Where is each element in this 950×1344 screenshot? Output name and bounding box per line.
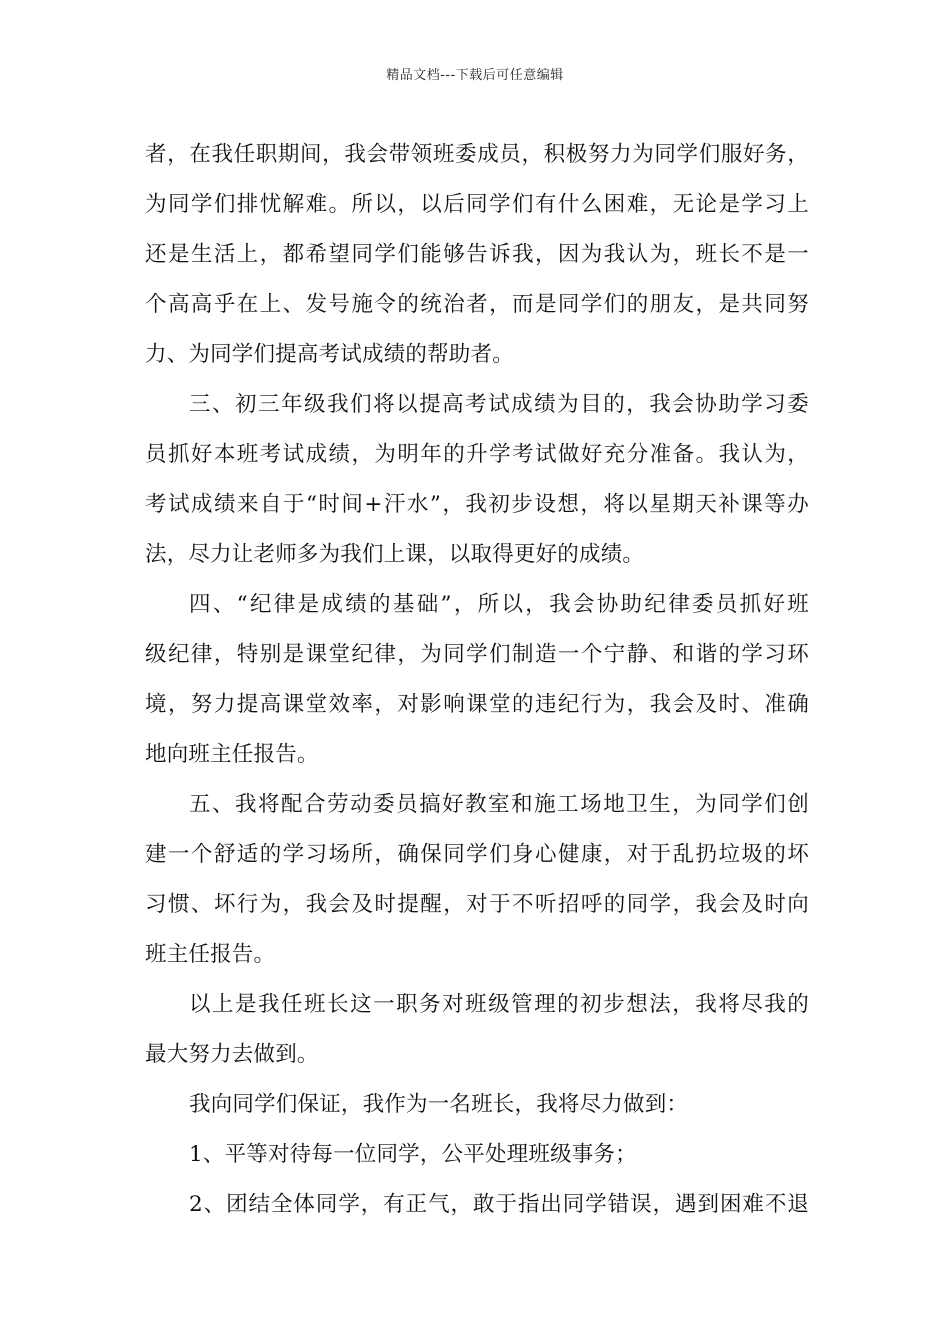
text-line: 力、为同学们提高考试成绩的帮助者。 (145, 342, 514, 367)
text-line: 班主任报告。 (145, 942, 276, 967)
text-line: 境，努力提高课堂效率，对影响课堂的违纪行为，我会及时、准确 (145, 692, 809, 717)
text-line: 三、初三年级我们将以提高考试成绩为目的，我会协助学习委 (189, 392, 809, 417)
text-line: 级纪律，特别是课堂纪律，为同学们制造一个宁静、和谐的学习环 (145, 642, 809, 667)
text-line: 1、平等对待每一位同学，公平处理班级事务； (189, 1142, 637, 1167)
text-line: 最大努力去做到。 (145, 1042, 319, 1067)
text-line: 建一个舒适的学习场所，确保同学们身心健康，对于乱扔垃圾的坏 (145, 842, 809, 867)
document-body (145, 130, 809, 1230)
text-line: 五、我将配合劳动委员搞好教室和施工场地卫生，为同学们创 (189, 792, 809, 817)
text-line: 为同学们排忧解难。所以，以后同学们有什么困难，无论是学习上 (145, 192, 809, 217)
page-header: 精品文档---下载后可任意编辑 (386, 68, 564, 83)
text-line: 地向班主任报告。 (145, 742, 319, 767)
text-line: 以上是我任班长这一职务对班级管理的初步想法，我将尽我的 (189, 992, 809, 1017)
text-line: 者，在我任职期间，我会带领班委成员，积极努力为同学们服好务， (145, 142, 809, 167)
text-line: 还是生活上，都希望同学们能够告诉我，因为我认为，班长不是一 (145, 242, 809, 267)
text-line: 员抓好本班考试成绩，为明年的升学考试做好充分准备。我认为， (145, 442, 809, 467)
text-line: 习惯、坏行为，我会及时提醒，对于不听招呼的同学，我会及时向 (145, 892, 809, 917)
text-line: 法，尽力让老师多为我们上课，以取得更好的成绩。 (145, 542, 645, 567)
text-line: 考试成绩来自于“时间+汗水”，我初步设想，将以星期天补课等办 (145, 492, 809, 517)
text-line: 个高高乎在上、发号施令的统治者，而是同学们的朋友，是共同努 (145, 292, 809, 317)
text-line: 我向同学们保证，我作为一名班长，我将尽力做到： (189, 1092, 689, 1117)
text-line: 四、“纪律是成绩的基础”，所以，我会协助纪律委员抓好班 (189, 592, 809, 617)
text-line: 2、团结全体同学，有正气，敢于指出同学错误，遇到困难不退 (189, 1192, 809, 1217)
